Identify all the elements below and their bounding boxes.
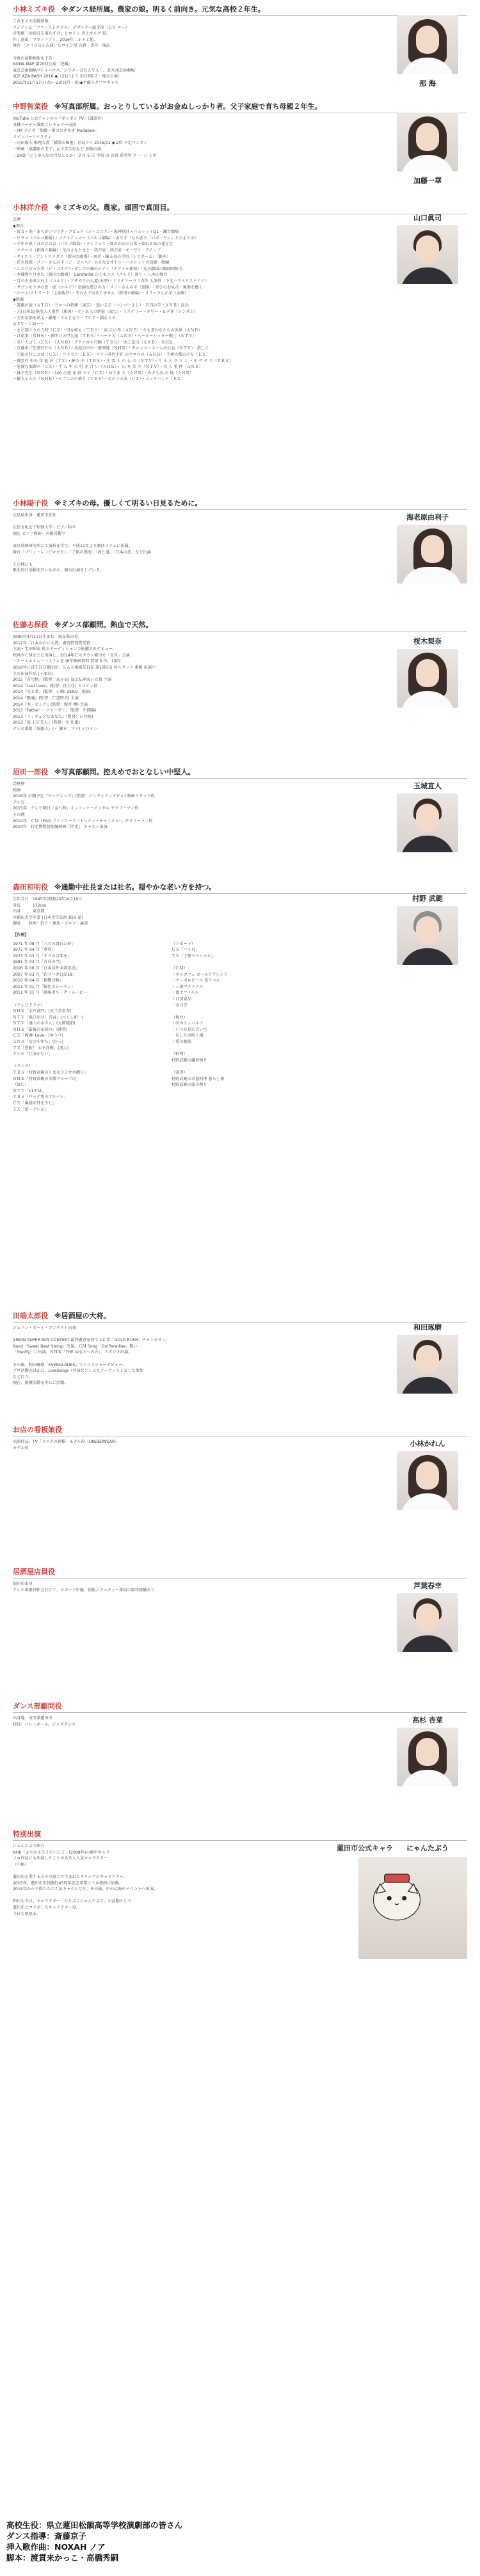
actor-name: 村野 武範 xyxy=(412,894,443,903)
cast-profile: 1990年4月11日生まれ 岐阜県出身。 2012年「日本かわい大賞」審査特別賞受賞 主演・宅田昭宏 役Ｅオーディションで抜擢されデビュー。 映画やＣＭなどに出演し、2014年にはタカシ原田を「星星」公演 ・オールネイム・ハストムを (8年映画資料 賞部 5 位、100) 2016年にはＴＨＢ劇団が、ＳＡＳ番組ＮＨＫ 第1部の5 位スタッフ 番組 出演中 主な出演作品 (・深谷) 2015『青宝物』(監督：高ル長) 崖と伝承めいた役 主演 2014『Last Love』(監督：住吉仕) ヒロイン役 2014『光と希』(監督：小堀) ZERO 助演: 2014『歌魂』(監督：仁道時夫) 主演 2014『木・ピンク』(監督：堤晋 堺) 主演 2013『Father ～ ファーザー』(監督：中間陽) 2013『フィギュアなあなた』(監督：石井隆) 2013『旅 ＬＵ美人』(監督：斗 仕雄) テレビ番組『演劇人』(・ 脚本：マイ) ヒロイン xyxy=(13,635,156,731)
role-title: ダンス部顧問役 xyxy=(13,1702,62,1710)
actor-name: 加藤一華 xyxy=(413,177,442,185)
role-note: ※ダンス部顧問。熱血で天然。 xyxy=(54,621,153,629)
actor-photo xyxy=(397,113,458,171)
cast-heading xyxy=(13,1830,467,1841)
cast-heading xyxy=(13,1568,467,1578)
cast-profile: 広島県出身 蓮田市在住 広島文化女子短期大学・ピアノ科卒 現在 ピアノ教師・声優活動中 東京放映研究所にて演技を学び、平成12年より劇団イリュに所属。 舞台「プリューレ（ピカピカ）」「子供の領海」「海と道」「日本の悲」など出演 その他にも 歌を得け活動を行いながら、舞台出演をしている。 xyxy=(13,513,151,573)
role-note: ※ミズキの父。農家。頑固で真面目。 xyxy=(54,203,174,212)
role-note: ※ダンス経所属。農家の娘。明るく前向き。元気な高校２年生。 xyxy=(61,5,265,13)
cast-profile: 芸歴歴 映画 2016年 公開予定『ビッグエッグ』(監督：ピンクとアンドビル) 映画スタッフ役 テレビ 2015年 テレビ朝日「金九時」インフィナーインタル サラリーマン役 その他 2014年 ＣＭ「F&G ファンワーズ（トレイン・チャンネル）」サラリーマン役 2014年 行定勲監督短編映画「閃光」 キャスト出演 xyxy=(13,782,155,830)
actor-photo xyxy=(397,649,458,708)
cast-heading xyxy=(13,883,467,894)
actor-name: 海老原由利子 xyxy=(406,513,449,521)
role-title: 小林陽子役 xyxy=(13,499,48,507)
cast-heading xyxy=(13,5,467,16)
actor-photo xyxy=(397,906,458,965)
role-title: 佐藤志保役 xyxy=(13,621,48,629)
actor-photo xyxy=(397,1593,458,1652)
works-heading: 【作歴】 xyxy=(13,932,29,937)
actor-photo xyxy=(397,225,458,284)
role-title: 田端太郎役 xyxy=(13,1312,48,1320)
cast-heading xyxy=(13,621,467,632)
role-title: 特別出演 xyxy=(13,1830,41,1838)
actor-name: 小林かれん xyxy=(410,1440,445,1448)
actor-name: 玉城直人 xyxy=(413,782,442,790)
actor-name: 芦葉春幸 xyxy=(413,1582,442,1590)
cast-profile: YouTube 公式チャンネル「ボンボン TV」(講談社) 各種コーナー番組にレギュラー出演 ・FM ラジオ「加藤一華のときめき Mudabee」 メインパーソナリティ ・内田康夫 推理大賞「橋梁の秘密」社長アイ 2016/11 ◆ 2位 予定ロンオン ・映画「孫講座の玉子」女子学生役など 多数出演 ・DVD「どうゆんなの円なんとか」 3 月 5 日 中旬 ほ 言部 前名年 ウ 一 ン トオ xyxy=(13,116,157,158)
credit-song: 挿入歌作曲：NOXAH ノア xyxy=(6,2542,106,2552)
murano-profile: 生年月日 1945年(昭和20年)4月19日 身長 172cm 出身 東京都 早稲田大学卒業 (日本大学芸術 鉱国 単) 趣味 料理・釣り・乗馬・ゴルフ・麻雀 xyxy=(13,897,88,926)
role-title: お店の看板娘役 xyxy=(13,1426,62,1434)
actor-photo xyxy=(397,525,467,584)
mascot-image xyxy=(358,1857,467,1959)
credit-students: 高校生役：県立蓮田松韻高等学校演劇部の皆さん xyxy=(6,2520,183,2530)
cast-heading xyxy=(13,1702,467,1713)
mascot-name: にゃんたぶう xyxy=(406,1844,449,1852)
role-title: 中野智菜役 xyxy=(13,102,48,111)
cast-profile: これまでの活動情報： フジテレビ「ファーストクラス」 デザイナー助手役（ＧＶ ロー） 音楽劇「お姉ぼん落ちすけ」ヒロイン 川上オルグ 役、 作 / 演出：マキノノゾミ、2016年二ホト工他、 舞台 「エリゴ吉小吉演」ヒロイン役 宍倉・崇作・演出 今後の活動情報＆予告： NODA MAP 第20回公演「逆鱗」 東京芸術劇場プレイハウス、シアターＢＲＡＶＡ！、北九州芸術劇場 東京 AZA RASH 2016 ◆（21日より 2016年２・地方公演） 2015年11月17日(火)〜23日(月・祝)◆主催スタプロキャス xyxy=(13,19,135,85)
actor-photo xyxy=(397,1335,458,1394)
role-note: ※写真部顧問。控えめでおとなしい中堅人。 xyxy=(54,768,195,776)
cast-profile: 芸歴 ◆舞台 ・夜叉ヶ池・まちがいつづき・コピュリ（ジ・ゴニス）・海神別荘・ハムレットQ1・瀬音劇場 ・ピサロ（パルコ劇場）・ゴウトインゴー（パルコ劇場）・ありす（なかぎり「バボ・ヤレ」と日よとお） ・千年の夜・ぽの音の音（パルコ劇場）・ドレフュス・師のかわの日常・館れるあの花など ・マクベス（新国立劇場）・足のよなとまと・我が家・我が家・モーゼイ・テイップ ・サイエス・アンドロメダス（新国立劇場）・南芹・輪る母の手切（シアターＸ）〔脚本〕 ・花火問題・メリーさんの羊（ジ・ゴニス）・小さなビオトル・ハムレットの前線一物編 ・ふたりだった者（ジ・ゴルグ）・ボンコの秘のシティ（テアトル新宿）・光川劇場の劇団同好会 ・本郷物りけきた（新国立劇場）・Lanstellar の上モニス（コルド）通り・ 八木山舞台 ・月の古き砂と石土（コルド）・アサガクの大道(天理)・ミステリーラフ舎作 大事件（下北ハウスリストアミ） ・ザブンモラタの恋・庭（コルド）・危険な遊びの方・メリーさんの羊（裏開）・ぜひのお見合・後楽を撫く ・ホーム/ストリート（上演版Ｂ）・その人ではありません（新国立劇場）・メリーさんの羊（金崎） ◆映像 ・遊戯の彼（ＡＴＧ）・ゼロへの指揮（東宝）・追い去る（バンパーよし）・月刊の羊（ＡＮＢ）ほか ・元(日本島)無名人人事件（新国）・ホドＲ人の新宿（東宝）・ミステリー・タワー・ビデオ（ランダム） ・玉虫帝部を結ぶ・羅連・さんじなり・ＴＣＦ・鎖なりる ◎ＴＶ・ＣＭ＋＋ ・まだ遂りりの５時（ＣＸ）・可な組も（ＴＢＳ）・泉 正の母（ＡＮＢ）・さもぎわなたちの世界（ＡＮＢ） ・は私事（ＮＨＫ）・夜明けの伊九尾（ＴＢＳ）・ハートＸ（ＡＮＢ）・ベービーシッター戦士（ＮＴＶ） ・若い人ゴミ（ＥＸ）・（ＡＮＢ）・テクニカル行動（ＴＢＳ）・めこ夏目（ＡＮＢ）・ＮＨＫ ・京藤栄ご先発行ビル（ＡＮＢ）・あ紀の中の一般楽地（ＮＨＫ）・キャッツ・ホームの公益（ＮＴＶ）・殺して ・引退の行ことは（ＣＸ）・フラゼニ（ＥＸ）・フリー時代不祥 のフロスの（ＡＮＢ）・不夢の都の声を（ＥＸ） ・戦雲作 中の 年 夏 の（ＴＸ）・夢の 中（ＴＢＳ）・主 雪 人 の も の（ＮＴＶ）・ウ ル ト ラ マ ン ・ネ ク サ ス（ＴＢＳ） ・危険な取調べ（ＣＸ）・十 五 年 の 付 き 合 い（ＮＨＫ）・ 日 本 な り（ＮＴＶ）・大 人 事 件（ＡＮＢ） ・鉢子先生（ＮＨＫ）・100 の恋 を 持 ちて（ＣＸ）・ゆうき と（ＡＮＢ）・みずうみ の 地（ＡＮＢ） ・輪ちゃんた（ＮＨＫ）・セブンの日乗り（ＴＢＳ）・ピピンの本（ＣＸ）・ゴッドハンド（ＥＸ） xyxy=(13,218,233,382)
works-left: 1971 年 08 月「八月の濡れた砂」 1972 年 04 月「華炎」 1973 年 03 月「オラの音楽を」 1981 年 03 月「青春の門」 2006 年 06 月「日本以外全部沈没」 2007 年 03 月「釣りバカ日誌18」 2010 年 04 月「猿蟹合戦」 2011 年 01 月「銀色のシーズン」 2011 年 11 月「劇場ボス・ザ・ムービー」 （テレビドラマ） ＮＨＫ「水戸黄門」(天下若年寄) ＮＴＶ「飛び出せ！青春」(つくし新一) ＮＴＶ「遠山の金さん」(大岡越前) ＮＨＫ「最後の家族の」(浦賀) ＣＸ「With Love」(ゆうべ) ＡＮＢ「女の中年ち」(庄三) ＴＸ「逆転！ 太平洋戦」(浪人) テレビ「仕方がない」 （ラジオ） ＴＢＳ「村野武範のくまなラジオ木曜日」 ＮＨＫ「村野武範の木曜グループの」 （ＭＣ） ＮＴＶ「11ＰＭ」 ＴＢＳ「ロッテ歌のアルバム」 ＣＸ「奥様お耳を少し」 ＴＸ「愛・テレビ」 xyxy=(13,941,91,1112)
works-right: （リポート） ＣＸ「ハイ丸」 ＴＸ「土曜スペシャル」 （ＣＭ） ・ネスカフェ ゴールドブレンド ・サッポロビール 黒ラベル ・三菱マテリアル ・富士フイルム ・日清食品 ・全日空 （舞台） ・冬のシュバルツ ・いつか見た青い空 ・あしたは吹く風 ・愛の劇場 （料理） 村野武範の鎌倉便り （著書） 村野武範の幸福料理 暮らし術 村野武範の旅の便り xyxy=(172,941,228,1088)
cast-heading xyxy=(13,768,467,779)
cast-profile: 福田市出身 テレビ番組制作会社にて、スポーツ中継、情報バラエティー番組の制作経験あり xyxy=(13,1582,155,1593)
cast-profile: ジュノン・ボーイ・コンテスト出身。 JUNON SUPER BOY CONTEST 最終審査を経て CX 系「GOLD RUSH」チャンピオン。 Band「Sweet Beat Swing」所属、ＣＭ Song「Go!Paradise」歌い 「Swoffy」に出演。ＮＨＫ「THE ぬもとへの方」、スタジオ出演。 その後、和田琢磨「EVERGLADES」でソロメジャーデビュー。 プロ活動のほかに、LiveSongs（共演など）にもアーティストとして参加 など行う。 現在、俳優活動を中心に活動。 xyxy=(13,1326,170,1386)
cast-profile: にゃんたぶう紹介 NHK「ふりかえろうたいしご」(2008年)の劇中キャラ ソロ作品にも出演したことのある大人気キャラクター （中略） 蓮田市を愛する方々の協力で生まれたオリジナルキャラクター。 2015年、蓮田市市制施行45周年記念事業にて本格的に始動。 2015年から子供たちの人気キャラとなり、その後、市の広報やイベントへ出演。 和田も今は、キャラクター「ひとぶくにゃんたぶう」の活動として 蓮田市とコラボしたキャラクター役。 今日も頑張る。 xyxy=(13,1844,158,1916)
actor-name: 那 海 xyxy=(419,79,436,88)
actor-photo xyxy=(397,1451,458,1510)
role-note: ※通勤中社長または社名。穏やかな老い方を持つ。 xyxy=(54,883,216,891)
cast-heading xyxy=(13,499,467,510)
cast-profile: 出身地：埼玉県蓮田市 特技：バレーボール、ジャズダンス xyxy=(13,1716,76,1727)
cast-profile: 出演作品：TV「ラスタの神様」モデル役（UNDERWEAR） モデル役 xyxy=(13,1440,119,1451)
role-note: ※ミズキの母。優しくて明るい日見るために。 xyxy=(54,499,202,507)
role-note: ※居酒屋の大将。 xyxy=(54,1312,111,1320)
credits xyxy=(6,2520,474,2563)
cast-heading xyxy=(13,102,467,113)
role-title: 小林洋介役 xyxy=(13,203,48,212)
cast-heading xyxy=(13,1312,467,1323)
cat-mascot-icon xyxy=(365,1864,429,1926)
actor-name: 山口眞司 xyxy=(413,214,442,222)
role-note: ※写真部所属。おっとりしているがお金ぬしっかり者。父子家庭で育ち母親２年生。 xyxy=(54,102,322,111)
role-title: 居酒屋店員役 xyxy=(13,1568,55,1576)
actor-photo xyxy=(397,1728,458,1786)
actor-name: 高杉 杏菜 xyxy=(412,1716,443,1724)
role-title: 沼田一郎役 xyxy=(13,768,48,776)
mascot-caption: 蓮田市公式キャラ xyxy=(337,1844,393,1852)
actor-name: 和田琢磨 xyxy=(413,1323,442,1332)
actor-photo xyxy=(397,15,458,74)
actor-photo xyxy=(397,793,458,852)
credit-dance: ダンス指導：斎藤京子 xyxy=(6,2531,86,2541)
works-columns xyxy=(13,941,371,1113)
role-title: 森田和明役 xyxy=(13,883,48,891)
cast-heading xyxy=(13,1426,467,1436)
actor-name: 桜木梨奈 xyxy=(413,637,442,646)
credit-script: 脚本：渡貫来かっこ・高橋秀嗣 xyxy=(6,2553,119,2563)
role-title: 小林ミズキ役 xyxy=(13,5,55,13)
